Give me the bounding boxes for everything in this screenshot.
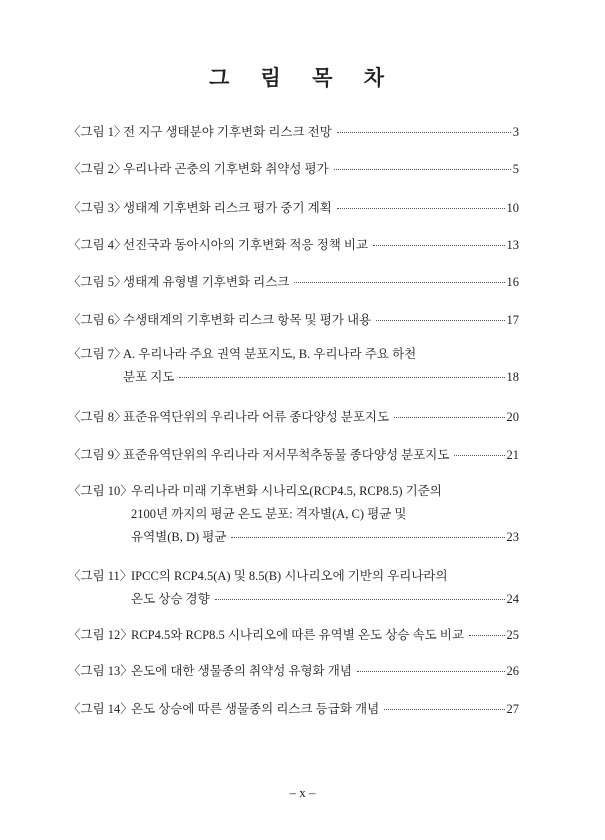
figure-label: 〈그림 5〉 (68, 275, 127, 289)
dot-leader (231, 537, 504, 538)
page-title: 그 림 목 차 (208, 66, 397, 90)
toc-entry[interactable] (68, 235, 519, 258)
toc-entry[interactable] (68, 481, 519, 550)
toc-entry[interactable] (68, 122, 519, 145)
dot-leader (215, 599, 505, 600)
dot-leader (179, 377, 504, 378)
page-number: 10 (506, 201, 519, 215)
toc-entry[interactable] (68, 310, 519, 333)
toc-entry[interactable] (68, 661, 519, 684)
toc-entry[interactable] (68, 625, 519, 648)
figure-title-text: 2100년 까지의 평균 온도 분포: 격자별(A, C) 평균 및 (131, 507, 407, 521)
figure-label: 〈그림 4〉 (68, 238, 127, 252)
page-number: 23 (506, 530, 519, 544)
page-number: 24 (506, 592, 519, 606)
toc-entry[interactable] (68, 566, 519, 612)
figure-label: 〈그림 11〉 (68, 569, 133, 583)
dot-leader (294, 282, 504, 283)
figure-label: 〈그림 7〉 (68, 347, 127, 361)
page-number: 18 (506, 370, 519, 384)
page-number: 21 (506, 448, 519, 462)
dot-leader (376, 320, 504, 321)
figure-title-text: 생태계 기후변화 리스크 평가 중기 계획 (123, 201, 332, 215)
page-number: 17 (506, 313, 519, 327)
figure-title-text: 생태계 유형별 기후변화 리스크 (123, 275, 290, 289)
toc-entry[interactable] (68, 272, 519, 295)
figure-title-text: 우리나라 미래 기후변화 시나리오(RCP4.5, RCP8.5) 기준의 (131, 484, 442, 498)
figure-label: 〈그림 14〉 (68, 702, 133, 716)
dot-leader (469, 635, 505, 636)
figure-title-text: 유역별(B, D) 평균 (131, 530, 227, 544)
page-number: 20 (506, 410, 519, 424)
figure-title-text: 표준유역단위의 우리나라 저서무척추동물 종다양성 분포지도 (123, 448, 450, 462)
toc-entry[interactable] (68, 445, 519, 468)
figure-label: 〈그림 10〉 (68, 484, 133, 498)
toc-entry[interactable] (68, 344, 519, 390)
figure-title-text: 온도 상승 경향 (131, 592, 210, 606)
figure-title-text: 전 지구 생태분야 기후변화 리스크 전망 (123, 125, 332, 139)
toc-entry[interactable] (68, 159, 519, 182)
dot-leader (394, 417, 504, 418)
dot-leader (357, 671, 505, 672)
figure-title-text: 우리나라 곤충의 기후변화 취약성 평가 (123, 162, 329, 176)
figure-label: 〈그림 12〉 (68, 628, 133, 642)
figure-title-text: 표준유역단위의 우리나라 어류 종다양성 분포지도 (123, 410, 390, 424)
toc-entry[interactable] (68, 699, 519, 722)
toc-entry[interactable] (68, 407, 519, 430)
figure-title-text: 온도에 대한 생물종의 취약성 유형화 개념 (131, 664, 352, 678)
figure-title-text: 선진국과 동아시아의 기후변화 적응 정책 비교 (123, 238, 369, 252)
page-number: 27 (506, 702, 519, 716)
figure-label: 〈그림 3〉 (68, 201, 127, 215)
page-number: 16 (506, 275, 519, 289)
figure-label: 〈그림 8〉 (68, 410, 127, 424)
dot-leader (334, 169, 511, 170)
figure-title-text: 수생태계의 기후변화 리스크 항목 및 평가 내용 (123, 313, 372, 327)
figure-label: 〈그림 13〉 (68, 664, 133, 678)
figure-label: 〈그림 2〉 (68, 162, 127, 176)
dot-leader (337, 208, 505, 209)
page-number: 3 (512, 125, 519, 139)
page-number: 26 (506, 664, 519, 678)
page-number: 25 (506, 628, 519, 642)
figure-title-text: RCP4.5와 RCP8.5 시나리오에 따른 유역별 온도 상승 속도 비교 (131, 628, 464, 642)
figure-label: 〈그림 6〉 (68, 313, 127, 327)
toc-entry[interactable] (68, 198, 519, 221)
figure-title-text: 분포 지도 (123, 370, 175, 384)
figure-title-text: 온도 상승에 따른 생물종의 리스크 등급화 개념 (131, 702, 380, 716)
dot-leader (454, 455, 504, 456)
dot-leader (384, 709, 504, 710)
figure-label: 〈그림 1〉 (68, 125, 127, 139)
page-number-footer: – x – (289, 785, 316, 800)
figure-title-text: IPCC의 RCP4.5(A) 및 8.5(B) 시나리오에 기반의 우리나라의 (131, 569, 448, 583)
dot-leader (373, 245, 504, 246)
dot-leader (337, 132, 511, 133)
figure-label: 〈그림 9〉 (68, 448, 127, 462)
page-number: 13 (506, 238, 519, 252)
figure-title-text: A. 우리나라 주요 권역 분포지도, B. 우리나라 주요 하천 (123, 347, 417, 361)
page-number: 5 (512, 162, 519, 176)
